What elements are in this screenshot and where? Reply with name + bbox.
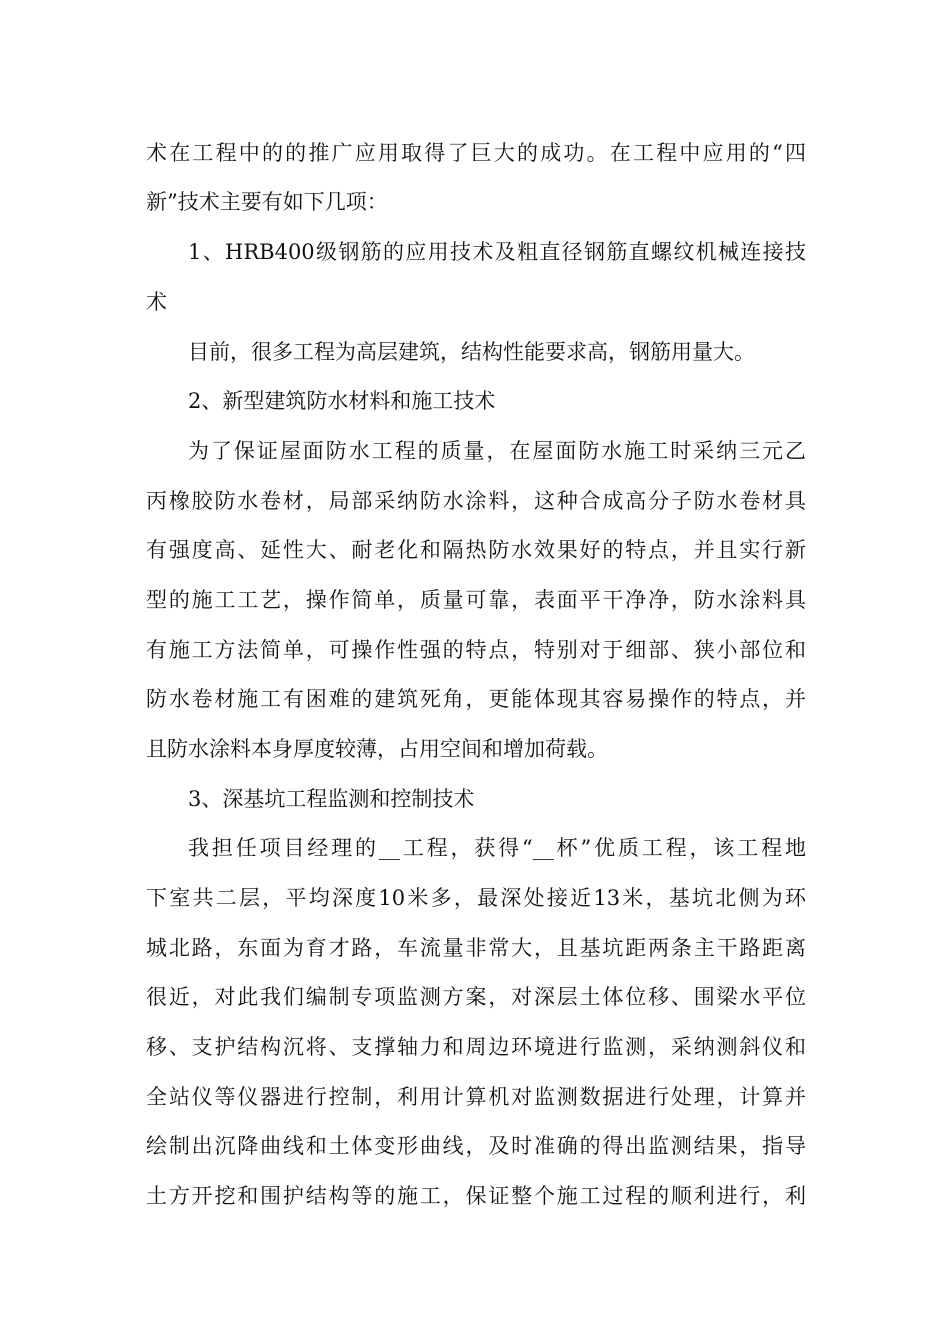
text-line: 且防水涂料本身厚度较薄，占用空间和增加荷载。 (146, 737, 608, 761)
text-line: 1、HRB400级钢筋的应用技术及粗直径钢筋直螺纹机械连接技 (188, 240, 806, 264)
section-heading: 3、深基坑工程监测和控制技术 (188, 787, 475, 811)
text-line: 绘制出沉降曲线和土体变形曲线，及时准确的得出监测结果，指导 (146, 1134, 806, 1158)
text-line: 防水卷材施工有困难的建筑死角，更能体现其容易操作的特点，并 (146, 687, 806, 711)
text-line: 土方开挖和围护结构等的施工，保证整个施工过程的顺利进行，利 (146, 1184, 806, 1208)
text-line: 很近，对此我们编制专项监测方案，对深层土体位移、围梁水平位 (146, 985, 806, 1009)
text-line: 目前，很多工程为高层建筑，结构性能要求高，钢筋用量大。 (188, 340, 755, 364)
text-line: 新”技术主要有如下几项： (146, 190, 388, 214)
text-line: 丙橡胶防水卷材，局部采纳防水涂料，这种合成高分子防水卷材具 (146, 489, 806, 513)
text-line: 有强度高、延性大、耐老化和隔热防水效果好的特点，并且实行新 (146, 538, 806, 562)
text-line: 有施工方法简单，可操作性强的特点，特别对于细部、狭小部位和 (146, 638, 806, 662)
text-line: 术 (146, 290, 167, 314)
text-line: 为了保证屋面防水工程的质量，在屋面防水施工时采纳三元乙 (188, 439, 806, 463)
text-line: 城北路，东面为育才路，车流量非常大，且基坑距两条主干路距离 (146, 936, 806, 960)
text-line: 全站仪等仪器进行控制，利用计算机对监测数据进行处理，计算并 (146, 1085, 806, 1109)
text-line: 术在工程中的的推广应用取得了巨大的成功。在工程中应用的“四 (146, 141, 806, 165)
text-line: 型的施工工艺，操作简单，质量可靠，表面平干净净，防水涂料具 (146, 588, 806, 612)
text-line: 我担任项目经理的__工程，获得“__杯”优质工程，该工程地 (188, 836, 806, 860)
text-line: 下室共二层，平均深度10米多，最深处接近13米，基坑北侧为环 (146, 886, 806, 910)
section-heading: 2、新型建筑防水材料和施工技术 (188, 389, 496, 413)
text-line: 移、支护结构沉将、支撑轴力和周边环境进行监测，采纳测斜仪和 (146, 1035, 806, 1059)
